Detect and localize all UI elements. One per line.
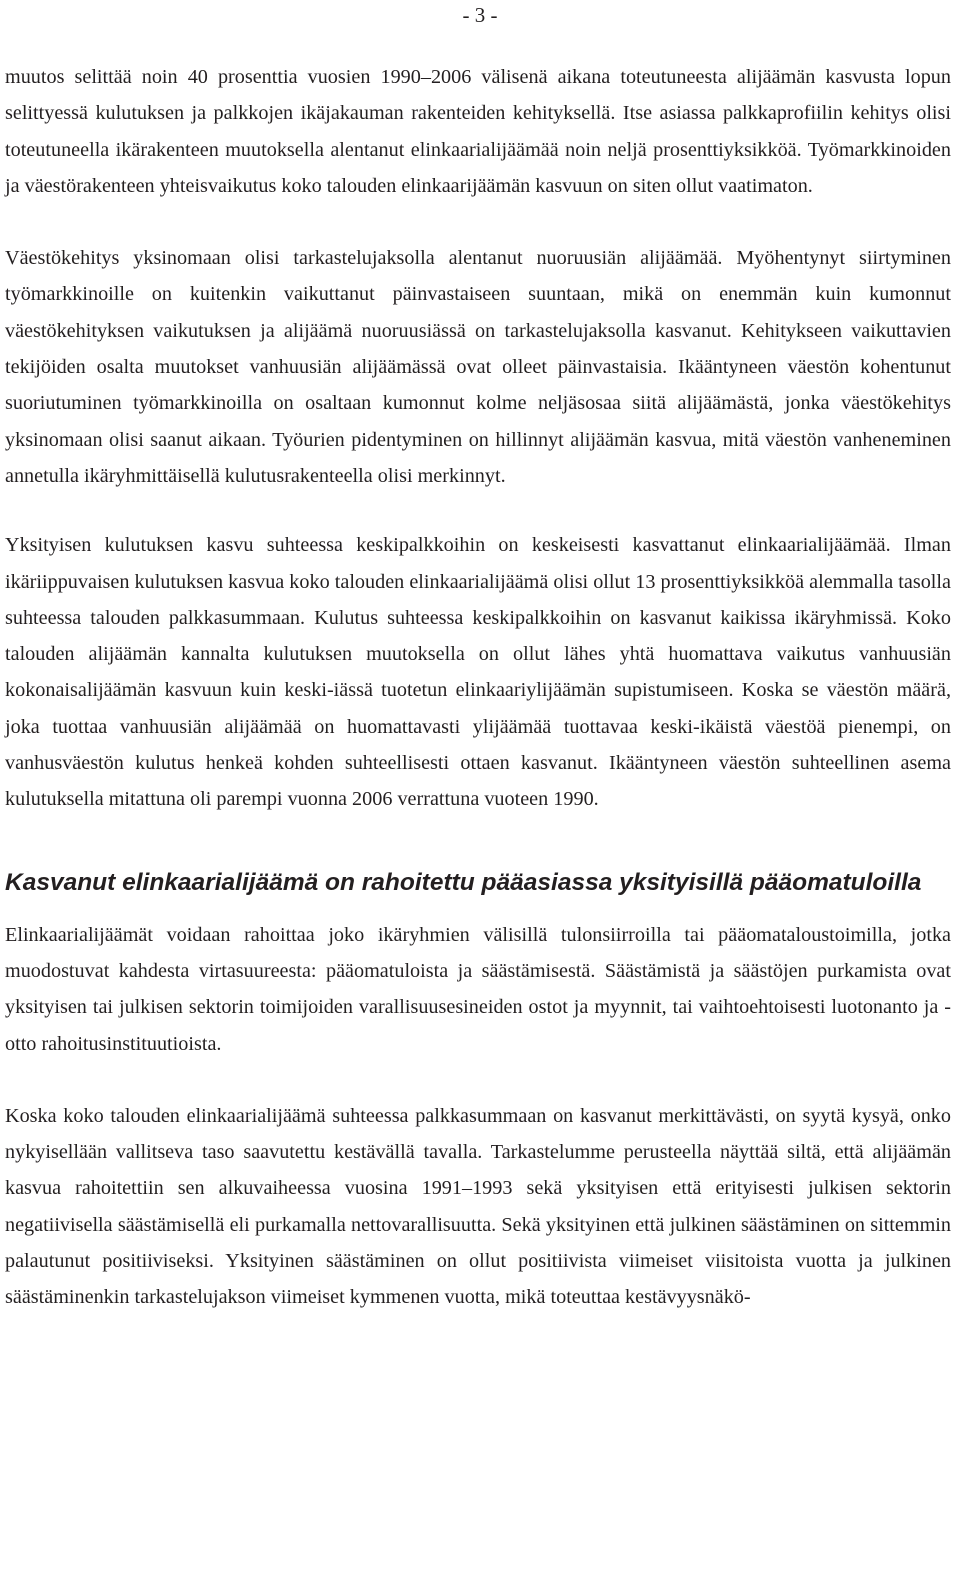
section-heading: Kasvanut elinkaarialijäämä on rahoitettu pääasiassa yksityisillä pääomatuloilla: [5, 868, 922, 896]
paragraph-3: Yksityisen kulutuksen kasvu suhteessa keskipalkkoihin on keskeisesti kasvattanut elinkaarialijäämää. Ilman ikäriippuvaisen kulutuksen kasvua koko talouden elinkaarialijäämä olisi ollut 13 prosenttiyksikköä alemmalla tasolla suhteessa talouden palkkasummaan. Kulutus suhteessa keskipalkkoihin on kasvanut kaikissa ikäryhmissä. Koko talouden alijäämän kannalta kulutuksen muutoksella on ollut lähes yhtä huomattava vaikutus vanhuusiän kokonaisalijäämän kasvuun kuin keski-iässä tuotetun elinkaariylijäämän supistumiseen. Koska se väestön määrä, joka tuottaa vanhuusiän alijäämää on huomattavasti ylijäämää tuottavaa keski-ikäistä väestöä pienempi, on vanhusväestön kulutus henkeä kohden suhteellisesti ottaen kasvanut. Ikääntyneen väestön suhteellinen asema kulutuksella mitattuna oli parempi vuonna 2006 verrattuna vuoteen 1990.: [5, 534, 951, 811]
document-body: [5, 59, 951, 1316]
page-number: - 3 -: [462, 3, 498, 27]
paragraph-4: Elinkaarialijäämät voidaan rahoittaa joko ikäryhmien välisillä tulonsiirroilla tai pääomataloustoimilla, jotka muodostuvat kahdesta virtasuureesta: pääomatuloista ja säästämisestä. Säästämistä ja säästöjen purkamista ovat yksityisen tai julkisen sektorin toimijoiden varallisuusesineiden ostot ja myynnit, tai vaihtoehtoisesti luotonanto ja -otto rahoitusinstituutioista.: [5, 923, 951, 1055]
paragraph-5: Koska koko talouden elinkaarialijäämä suhteessa palkkasummaan on kasvanut merkittävästi, on syytä kysyä, onko nykyisellään vallitseva taso saavutettu kestävällä tavalla. Tarkastelumme perusteella näyttää siltä, että alijäämän kasvua rahoitettiin sen alkuvaiheessa vuosina 1991–1993 sekä yksityisen että erityisesti julkisen sektorin negatiivisella säästämisellä eli purkamalla nettovarallisuutta. Sekä yksityinen että julkinen säästäminen on sittemmin palautunut positiiviseksi. Yksityinen säästäminen on ollut positiivista viimeiset viisitoista vuotta ja julkinen säästäminenkin tarkastelujakson viimeiset kymmenen vuotta, mikä toteuttaa kestävyysnäkö-: [5, 1104, 951, 1309]
paragraph-1: muutos selittää noin 40 prosenttia vuosien 1990–2006 välisenä aikana toteutuneesta alijäämän kasvusta lopun selittyessä kulutuksen ja palkkojen ikäjakauman rakenteiden kehityksellä. Itse asiassa palkkaprofiilin kehitys olisi toteutuneella ikärakenteen muutoksella alentanut elinkaarialijäämää noin neljä prosenttiyksikköä. Työmarkkinoiden ja väestörakenteen yhteisvaikutus koko talouden elinkaarijäämän kasvuun on siten ollut vaatimaton.: [5, 66, 951, 197]
paragraph-2: Väestökehitys yksinomaan olisi tarkastelujaksolla alentanut nuoruusiän alijäämää. Myöhentynyt siirtyminen työmarkkinoille on kuitenkin vaikuttanut päinvastaiseen suuntaan, mikä on enemmän kuin kumonnut väestökehityksen vaikutuksen ja alijäämä nuoruusiässä on tarkastelujaksolla kasvanut. Kehitykseen vaikuttavien tekijöiden osalta muutokset vanhuusiän alijäämässä ovat olleet päinvastaisia. Ikääntyneen väestön kohentunut suoriutuminen työmarkkinoilla on osaltaan kumonnut kolme neljäsosaa siitä alijäämästä, jonka väestökehitys yksinomaan olisi saanut aikaan. Työurien pidentyminen on hillinnyt alijäämän kasvua, mitä väestön vanheneminen annetulla ikäryhmittäisellä kulutusrakenteella olisi merkinnyt.: [5, 247, 951, 487]
